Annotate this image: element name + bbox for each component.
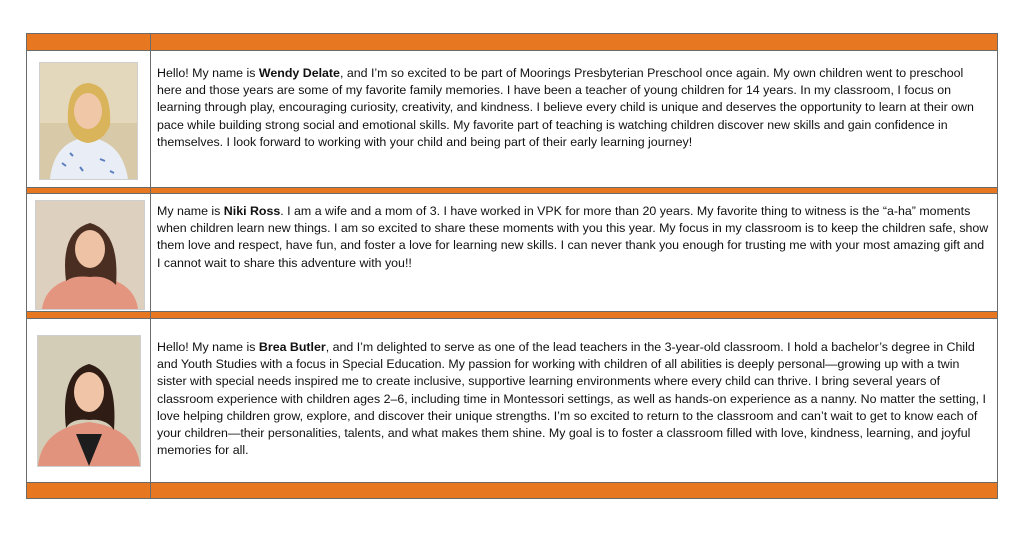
teacher-bio-niki: My name is Niki Ross. I am a wife and a mom of 3. I have worked in VPK for more than 20 years. My favorite thing to witness is the “a-ha” moments when children learn new things. I am so excited to share these moments with you this year. My focus in my classroom is to keep the children safe, show them love and respect, have fun, and foster a love for learning new skills. I can never thank you enough for trusting me with your most amazing gift and I cannot wait to share this adventure with you!! [157,204,989,270]
divider [27,311,997,312]
teacher-photo-brea [37,335,141,467]
teacher-name-brea: Brea Butler [258,340,326,354]
teacher-bio-table [26,33,998,499]
divider [27,193,997,194]
divider [27,318,997,319]
teacher-bio-wendy: Hello! My name is Wendy Delate, and I’m so excited to be part of Moorings Presbyterian Preschool once again. My own children went to preschool here and those years are some of my favorite family memories. I have been a teacher of young children for 14 years. In my classroom, I focus on learning through play, encouraging curiosity, creativity, and kindness. I believe every child is unique and deserves the opportunity to learn at their own pace while building strong social and emotional skills. My favorite part of teaching is watching children discover new skills and gain confidence in themselves. I look forward to working with your child and being part of their early learning journey! [157,66,974,149]
divider [27,50,997,51]
header-band [27,34,997,50]
footer-band [27,483,997,498]
teacher-name-wendy: Wendy Delate [258,66,340,80]
teacher-name-niki: Niki Ross [223,204,281,218]
teacher-photo-wendy [39,62,138,180]
teacher-bio-brea: Hello! My name is Brea Butler, and I’m delighted to serve as one of the lead teachers in the 3-year-old classroom. I hold a bachelor’s degree in Child and Youth Studies with a focus in Special Education. My passion for working with children of all abilities is deeply personal—growing up with a twin sister with special needs inspired me to create inclusive, supportive learning environments where every child can thrive. I bring several years of classroom experience with children ages 2–6, including time in Montessori settings, as well as hands-on experience as a nanny. No matter the setting, I love helping children grow, explore, and discover their unique strengths. I’m so excited to return to the classroom and can’t wait to get to know each of your children—their personalities, talents, and what makes them shine. My goal is to foster a classroom filled with love, kindness, learning, and joyful memories for all. [157,340,986,458]
divider [27,187,997,188]
column-divider [150,34,151,498]
teacher-photo-niki [35,200,145,310]
